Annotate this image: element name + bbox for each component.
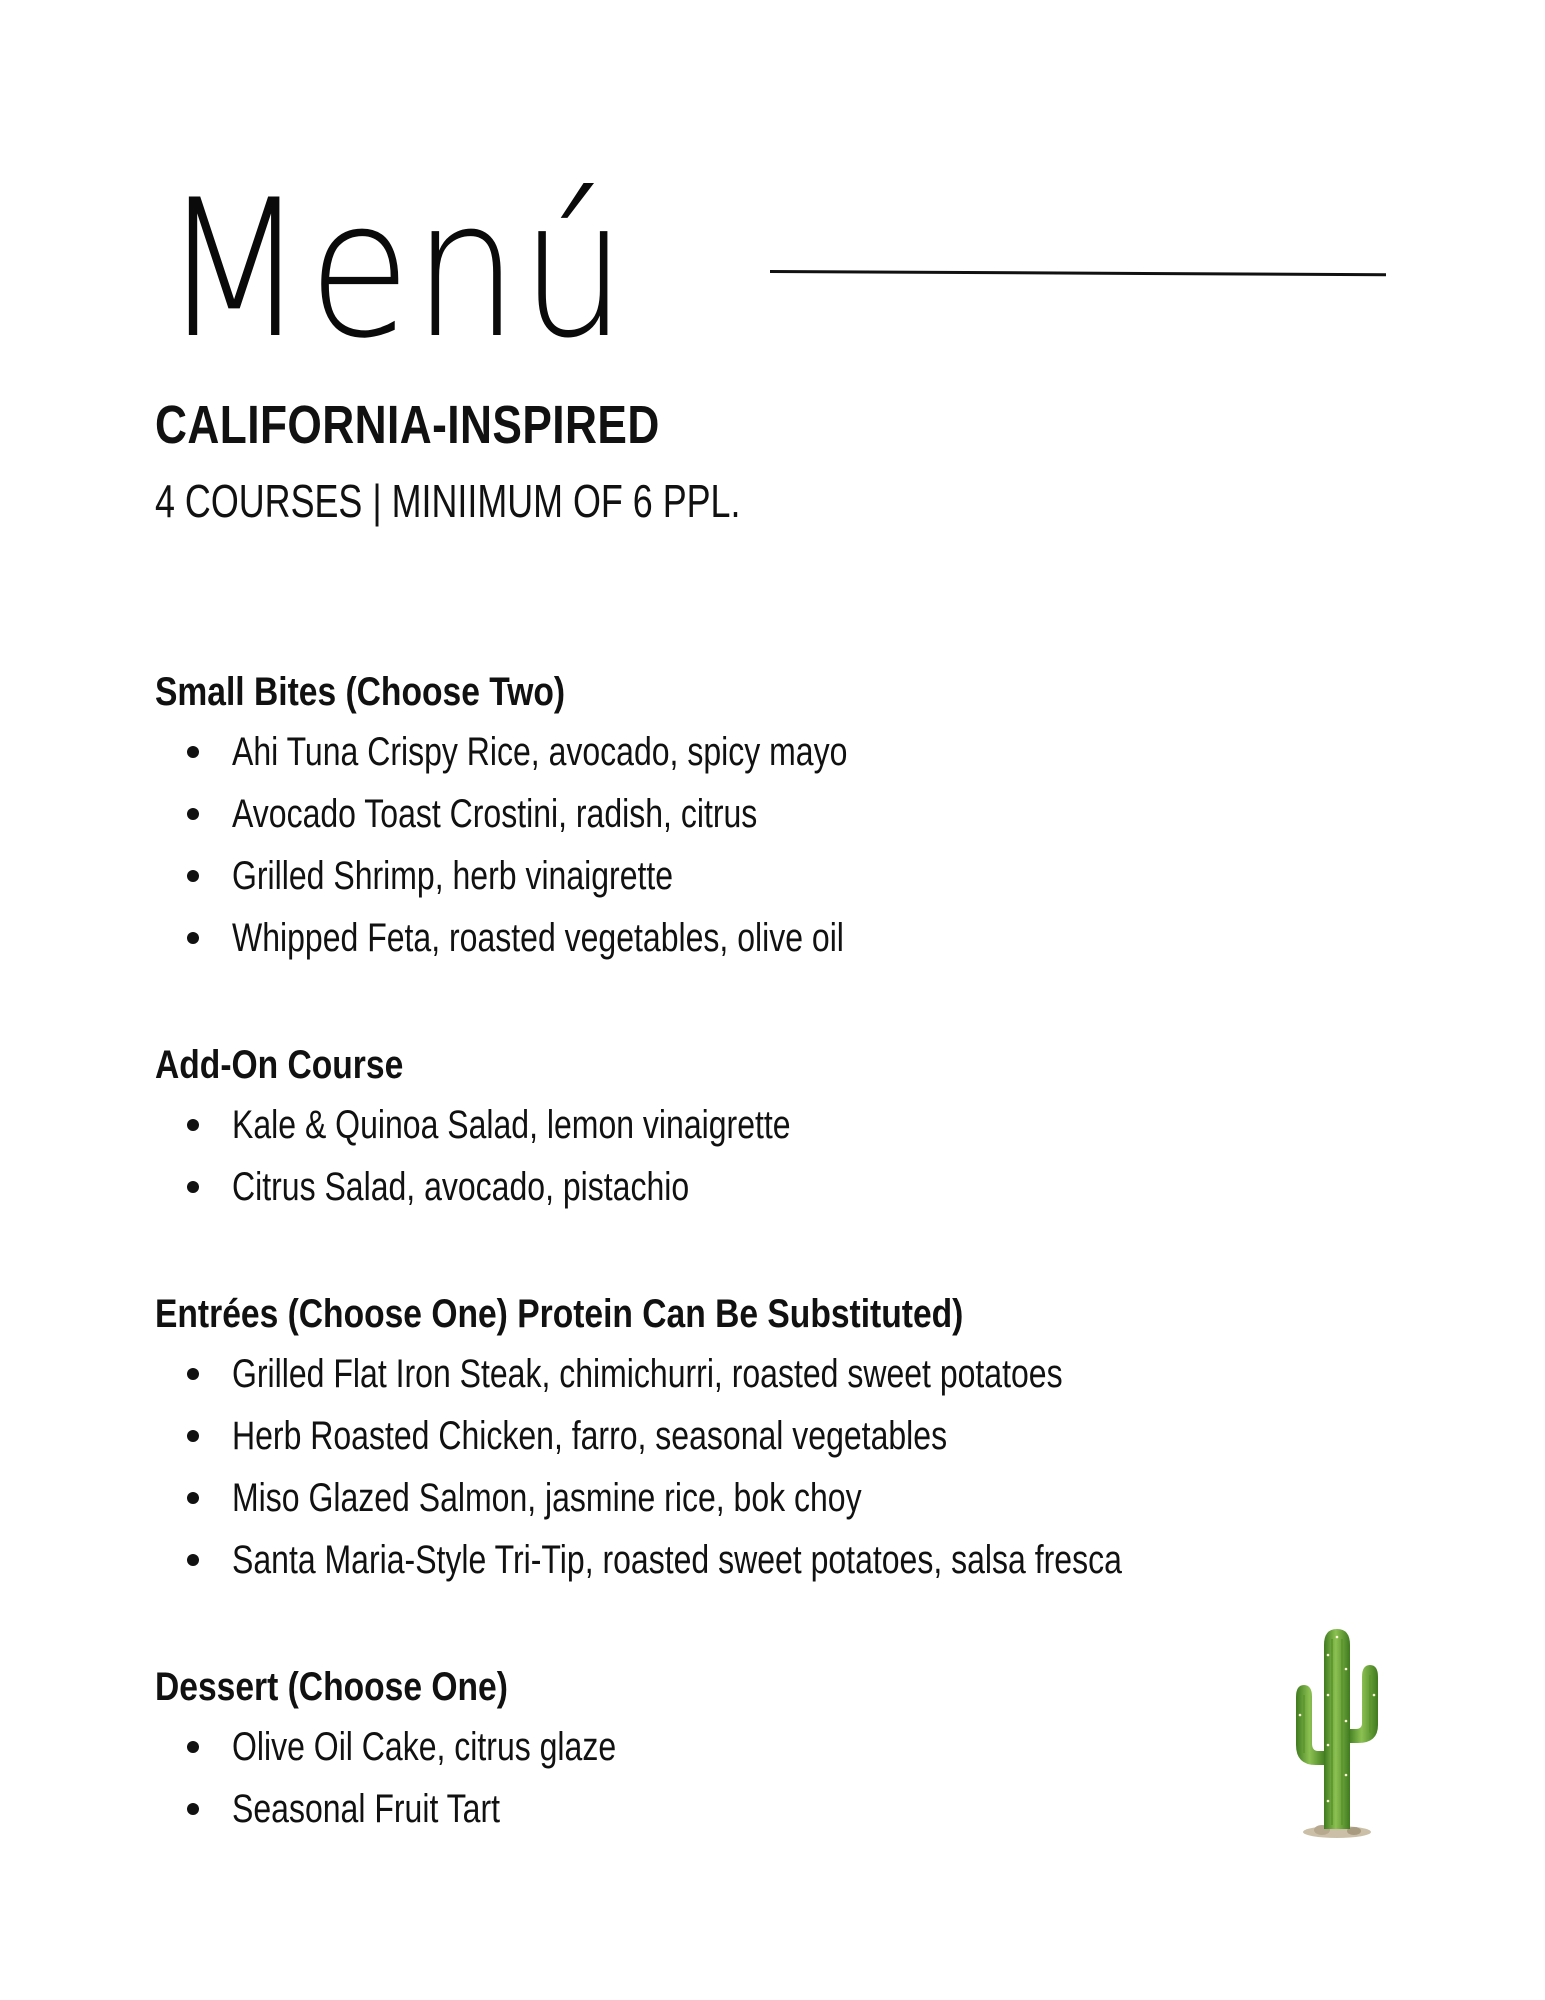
bullet-icon [187, 1119, 199, 1131]
item-text: Miso Glazed Salmon, jasmine rice, bok choy [232, 1476, 862, 1520]
list-item [155, 1105, 930, 1167]
bullet-icon [187, 1803, 199, 1815]
bullet-icon [187, 1181, 199, 1193]
cactus-icon [1282, 1625, 1392, 1840]
title-divider [770, 270, 1386, 276]
item-list [155, 1727, 712, 1851]
bullet-icon [187, 870, 199, 882]
bullet-icon [187, 1554, 199, 1566]
item-text: Citrus Salad, avocado, pistachio [232, 1165, 690, 1209]
item-text: Herb Roasted Chicken, farro, seasonal vegetables [232, 1414, 948, 1458]
item-text: Avocado Toast Crostini, radish, citrus [232, 792, 758, 836]
list-item [155, 856, 1001, 918]
section-heading: Small Bites (Choose Two) [155, 670, 566, 714]
item-text: Grilled Flat Iron Steak, chimichurri, roasted sweet potatoes [232, 1352, 1063, 1396]
courses-note: 4 COURSES | MINIIMUM OF 6 PPL. [155, 475, 741, 527]
item-text: Whipped Feta, roasted vegetables, olive oil [232, 916, 844, 960]
item-list [155, 1105, 930, 1229]
bullet-icon [187, 746, 199, 758]
page-title: Menú [162, 159, 629, 380]
bullet-icon [187, 1492, 199, 1504]
list-item [155, 1540, 1344, 1602]
item-list [155, 732, 1001, 980]
menu-subtitle: CALIFORNIA-INSPIRED [155, 395, 660, 455]
item-text: Santa Maria-Style Tri-Tip, roasted sweet potatoes, salsa fresca [232, 1538, 1122, 1582]
item-text: Kale & Quinoa Salad, lemon vinaigrette [232, 1103, 791, 1147]
section-small-bites [155, 670, 1001, 980]
list-item [155, 1789, 712, 1851]
item-text: Ahi Tuna Crispy Rice, avocado, spicy mayo [232, 730, 848, 774]
list-item [155, 1167, 930, 1229]
list-item [155, 794, 1001, 856]
section-heading: Dessert (Choose One) [155, 1665, 508, 1709]
list-item [155, 1478, 1344, 1540]
item-text: Olive Oil Cake, citrus glaze [232, 1725, 617, 1769]
bullet-icon [187, 808, 199, 820]
bullet-icon [187, 1430, 199, 1442]
list-item [155, 918, 1001, 980]
section-add-on-course [155, 1043, 930, 1229]
item-list [155, 1354, 1344, 1602]
section-heading: Entrées (Choose One) Protein Can Be Substituted) [155, 1292, 964, 1336]
item-text: Grilled Shrimp, herb vinaigrette [232, 854, 674, 898]
bullet-icon [187, 1741, 199, 1753]
list-item [155, 1416, 1344, 1478]
list-item [155, 1354, 1344, 1416]
section-dessert [155, 1665, 712, 1851]
bullet-icon [187, 1368, 199, 1380]
list-item [155, 1727, 712, 1789]
bullet-icon [187, 932, 199, 944]
section-entrees [155, 1292, 1344, 1602]
item-text: Seasonal Fruit Tart [232, 1787, 500, 1831]
list-item [155, 732, 1001, 794]
section-heading: Add-On Course [155, 1043, 404, 1087]
